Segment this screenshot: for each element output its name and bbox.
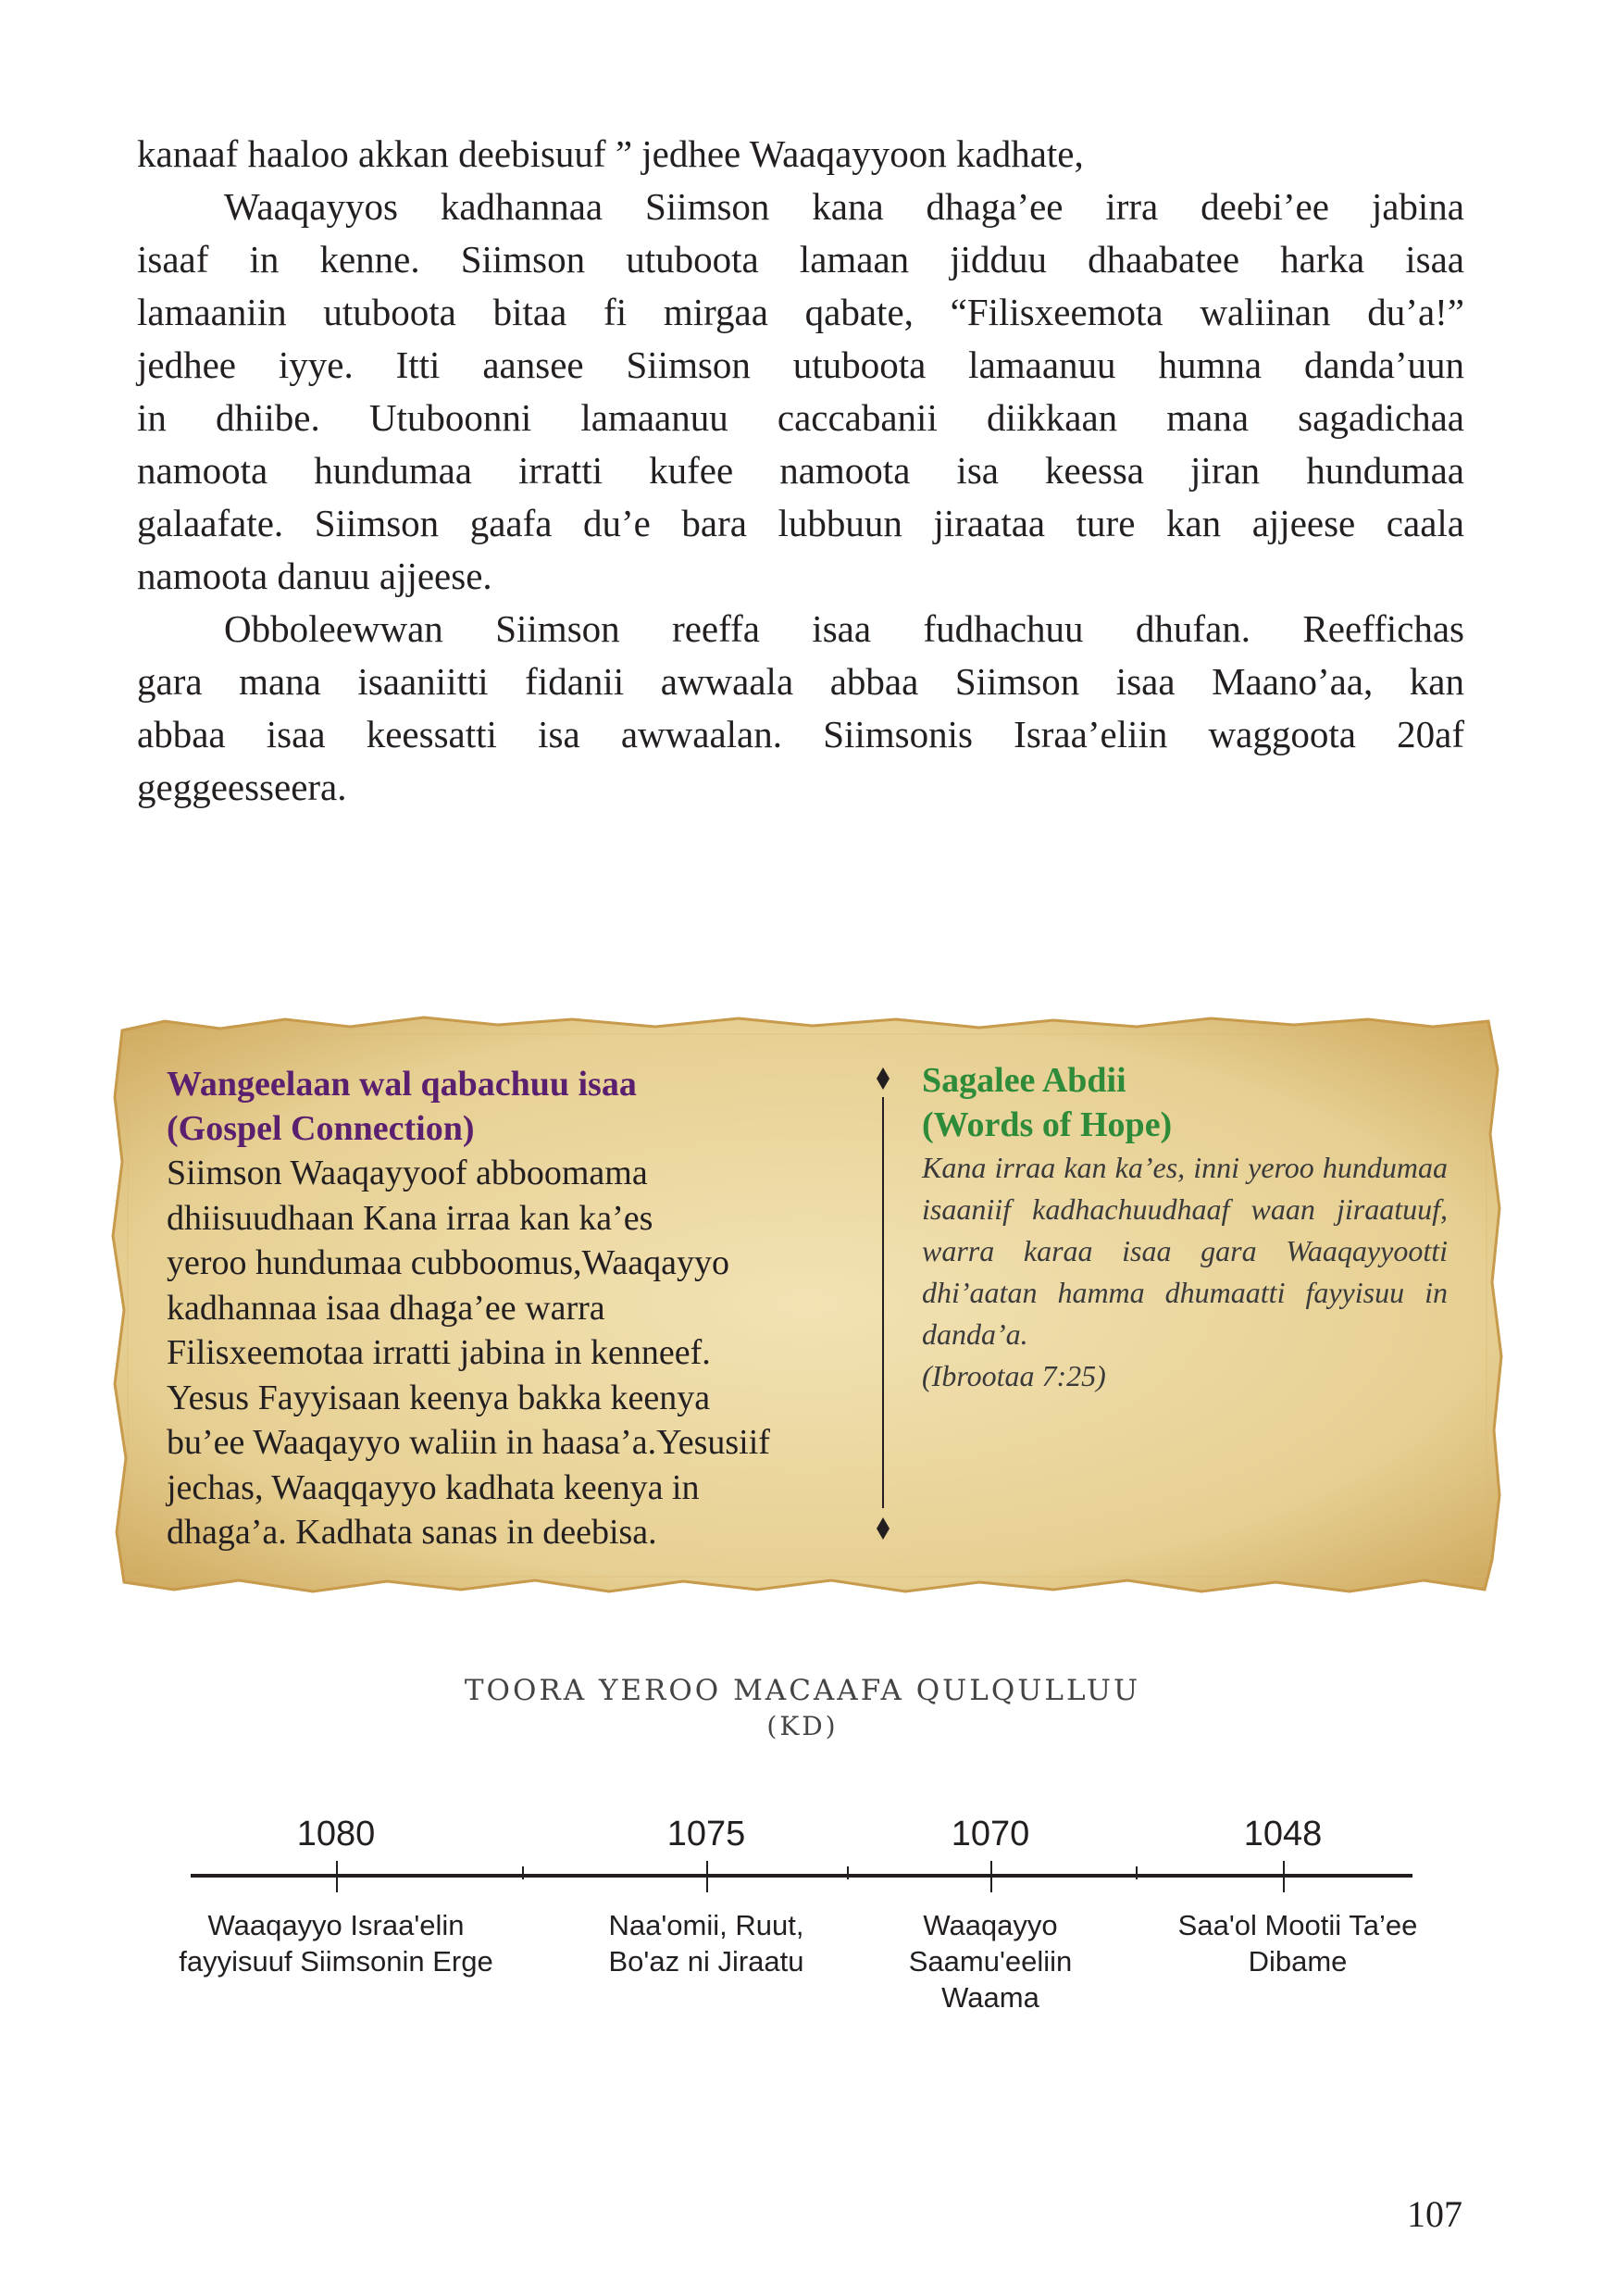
- story-line: isaaf in kenne. Siimson utuboota lamaan jidduu dhaabatee harka isaa: [137, 238, 1464, 281]
- timeline-event-label: Naa'omii, Ruut, Bo'az ni Jiraatu: [608, 1909, 804, 1978]
- story-line: Waaqayyos kadhannaa Siimson kana dhaga’ee irra deebi’ee jabina: [224, 185, 1464, 228]
- timeline-minor-tick: [847, 1866, 849, 1879]
- timeline-tick: [706, 1861, 708, 1892]
- gospel-line: dhaga’a. Kadhata sanas in deebisa.: [167, 1513, 657, 1552]
- story-line: abbaa isaa keessatti isa awwaalan. Siimsonis Israa’eliin waggoota 20af: [137, 713, 1464, 755]
- gospel-line: bu’ee Waaqayyo waliin in haasa’a.Yesusiif: [167, 1423, 770, 1462]
- timeline-event-label: Waaqayyo Israa'elin fayyisuuf Siimsonin Erge: [179, 1909, 493, 1978]
- gospel-title: [167, 1062, 833, 1151]
- story-paragraph-3-line-3: [137, 708, 1464, 761]
- gospel-line: kadhannaa isaa dhaga’ee warra: [167, 1288, 605, 1328]
- story-line: geggeesseera.: [137, 766, 347, 808]
- story-line: Obboleewwan Siimson reeffa isaa fudhachuu dhufan. Reeffichas: [224, 607, 1464, 650]
- story-paragraph-2-line-4: [137, 339, 1464, 392]
- story-line: gara mana isaaniitti fidanii awwaala abbaa Siimson isaa Maano’aa, kan: [137, 660, 1464, 703]
- gospel-line: Yesus Fayyisaan keenya bakka keenya: [167, 1378, 711, 1417]
- story-paragraph-1: [137, 128, 1464, 181]
- story-line: in dhiibe. Utuboonni lamaanuu caccabanii diikkaan mana sagadichaa: [137, 396, 1464, 439]
- timeline-year: 1048: [1243, 1815, 1323, 1853]
- story-line: kanaaf haaloo akkan deebisuuf ” jedhee Waaqayyoon kadhate,: [137, 132, 1084, 175]
- story-text: [137, 128, 1464, 814]
- hope-verse: Kana irraa kan ka’es, inni yeroo hundumaa isaaniif kadhachuudhaaf waan jiraatuuf, warra karaa isaa gara Waaqayyootti dhi’aatan hamma dhumaatti fayyisuu in danda’a.: [922, 1151, 1448, 1351]
- diamond-icon: [877, 1067, 890, 1090]
- story-paragraph-2-line-2: [137, 233, 1464, 286]
- gospel-title-line-1: Wangeelaan wal qabachuu isaa: [167, 1065, 637, 1104]
- timeline-year: 1080: [296, 1815, 376, 1853]
- timeline-minor-tick: [522, 1866, 524, 1879]
- story-paragraph-3-line-2: [137, 655, 1464, 708]
- gospel-line: Siimson Waaqayyoof abboomama: [167, 1154, 648, 1192]
- story-paragraph-3-line-4: [137, 761, 1464, 814]
- story-line: jedhee iyye. Itti aansee Siimson utuboota lamaanuu humna danda’uun: [137, 343, 1464, 386]
- gospel-line: yeroo hundumaa cubboomus,Waaqayyo: [167, 1243, 729, 1282]
- timeline-event-label: Saa'ol Mootii Ta’ee Dibame: [1177, 1909, 1418, 1978]
- story-paragraph-2-line-1: [137, 181, 1464, 233]
- timeline: [179, 1815, 1418, 2028]
- story-paragraph-2-line-6: [137, 444, 1464, 497]
- gospel-line: jechas, Waaqqayyo kadhata keenya in: [167, 1467, 700, 1507]
- gospel-body: [167, 1151, 833, 1555]
- timeline-minor-tick: [1136, 1866, 1138, 1879]
- section-divider: [874, 1067, 892, 1540]
- hope-title-line-2: (Words of Hope): [922, 1105, 1173, 1144]
- story-line: lamaaniin utuboota bitaa fi mirgaa qabate, “Filisxeemota waliinan du’a!”: [137, 291, 1464, 333]
- page-number: 107: [1407, 2193, 1462, 2235]
- timeline-tick: [990, 1861, 992, 1892]
- hope-title: [922, 1058, 1448, 1147]
- story-line: namoota danuu ajjeese.: [137, 555, 492, 597]
- story-paragraph-2-line-8: [137, 550, 1464, 603]
- diamond-icon: [877, 1517, 890, 1540]
- parchment-box: [109, 1014, 1505, 1597]
- hope-body: [922, 1147, 1448, 1397]
- hope-title-line-1: Sagalee Abdii: [922, 1061, 1126, 1100]
- timeline-tick: [1283, 1861, 1285, 1892]
- gospel-title-line-2: (Gospel Connection): [167, 1109, 475, 1148]
- story-line: galaafate. Siimson gaafa du’e bara lubbuun jiraataa ture kan ajjeese caala: [137, 502, 1464, 544]
- timeline-year: 1075: [666, 1815, 746, 1853]
- story-line: namoota hundumaa irratti kufee namoota isa keessa jiran hundumaa: [137, 449, 1464, 492]
- timeline-title: TOORA YEROO MACAAFA QULQULLUU: [464, 1674, 1141, 1707]
- words-of-hope-section: [922, 1058, 1448, 1397]
- story-paragraph-2-line-5: [137, 392, 1464, 444]
- timeline-axis: [191, 1874, 1412, 1878]
- timeline-subtitle: (KD): [766, 1711, 839, 1741]
- story-paragraph-2-line-7: [137, 497, 1464, 550]
- gospel-connection-section: [167, 1062, 833, 1555]
- story-paragraph-3-line-1: [137, 603, 1464, 655]
- gospel-line: dhiisuudhaan Kana irraa kan ka’es: [167, 1198, 653, 1238]
- timeline-tick: [336, 1861, 338, 1892]
- timeline-year: 1070: [951, 1815, 1030, 1853]
- hope-reference: (Ibrootaa 7:25): [922, 1359, 1106, 1392]
- story-paragraph-2-line-3: [137, 286, 1464, 339]
- gospel-line: Filisxeemotaa irratti jabina in kenneef.: [167, 1333, 711, 1372]
- timeline-event-label: Waaqayyo Saamu'eeliin Waama: [908, 1909, 1073, 2014]
